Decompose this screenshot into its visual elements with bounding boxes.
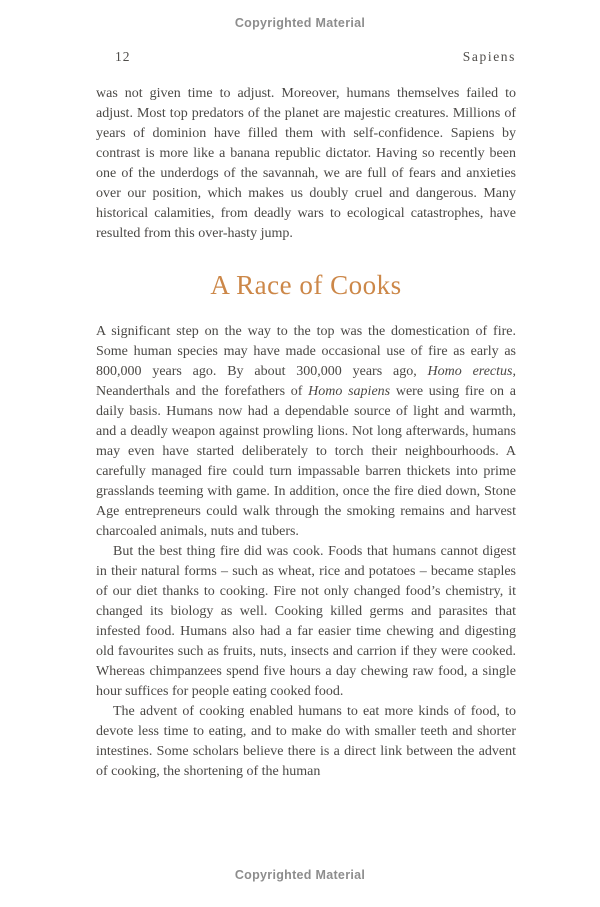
running-header: [96, 49, 516, 65]
text-segment: The advent of cooking enabled humans to eat more kinds of food, to devote less time to eating, and to make do with smaller teeth and shorter intestines. Some scholars believe there is a direct link between the advent of cooking, the shortening of the human: [96, 704, 516, 779]
paragraph: [96, 542, 516, 702]
text-segment: But the best thing fire did was cook. Foods that humans cannot digest in their natural forms – such as wheat, rice and potatoes – became staples of our diet thanks to cooking. Fire not only changed food’s chemistry, it changed its biology as well. Cooking killed germs and parasites that infested food. Humans also had a far easier time chewing and digesting old favourites such as fruits, nuts, insects and carrion if they were cooked. Whereas chimpanzees spend five hours a day chewing raw food, a single hour suffices for people eating cooked food.: [96, 544, 516, 699]
page-number: 12: [115, 49, 131, 64]
paragraph: [96, 702, 516, 782]
paragraph: [96, 84, 516, 244]
italic-text: Homo sapiens: [308, 384, 391, 399]
section-heading: A Race of Cooks: [210, 270, 402, 300]
paragraph: [96, 322, 516, 542]
text-segment: A significant step on the way to the top was the domestication of fire. Some human species may have made occasional use of fire as early as 800,000 years ago. By about 300,000 years ago,: [96, 324, 516, 379]
running-head-title: Sapiens: [462, 49, 516, 64]
copyright-banner-bottom: Copyrighted Material: [234, 868, 366, 882]
italic-text: Homo erectus: [427, 364, 513, 379]
body-text: [96, 84, 516, 782]
text-segment: , Neanderthals and the forefathers of: [96, 364, 516, 399]
text-segment: were using fire on a daily basis. Humans now had a dependable source of light and warmth, and a deadly weapon against prowling lions. Not long afterwards, humans may even have started deliberately to torch their neighbourhoods. A carefully managed fire could turn impassable barren thickets into prime grasslands teeming with game. In addition, once the fire died down, Stone Age entrepreneurs could walk through the smoking remains and harvest charcoaled animals, nuts and tubers.: [96, 384, 516, 539]
copyright-banner-top: Copyrighted Material: [234, 16, 366, 30]
text-segment: was not given time to adjust. Moreover, humans themselves failed to adjust. Most top predators of the planet are majestic creatures. Millions of years of dominion have filled them with self-confidence. Sapiens by contrast is more like a banana republic dictator. Having so recently been one of the underdogs of the savannah, we are full of fears and anxieties over our position, which makes us doubly cruel and dangerous. Many historical calamities, from deadly wars to ecological catastrophes, have resulted from this over-hasty jump.: [96, 86, 516, 241]
